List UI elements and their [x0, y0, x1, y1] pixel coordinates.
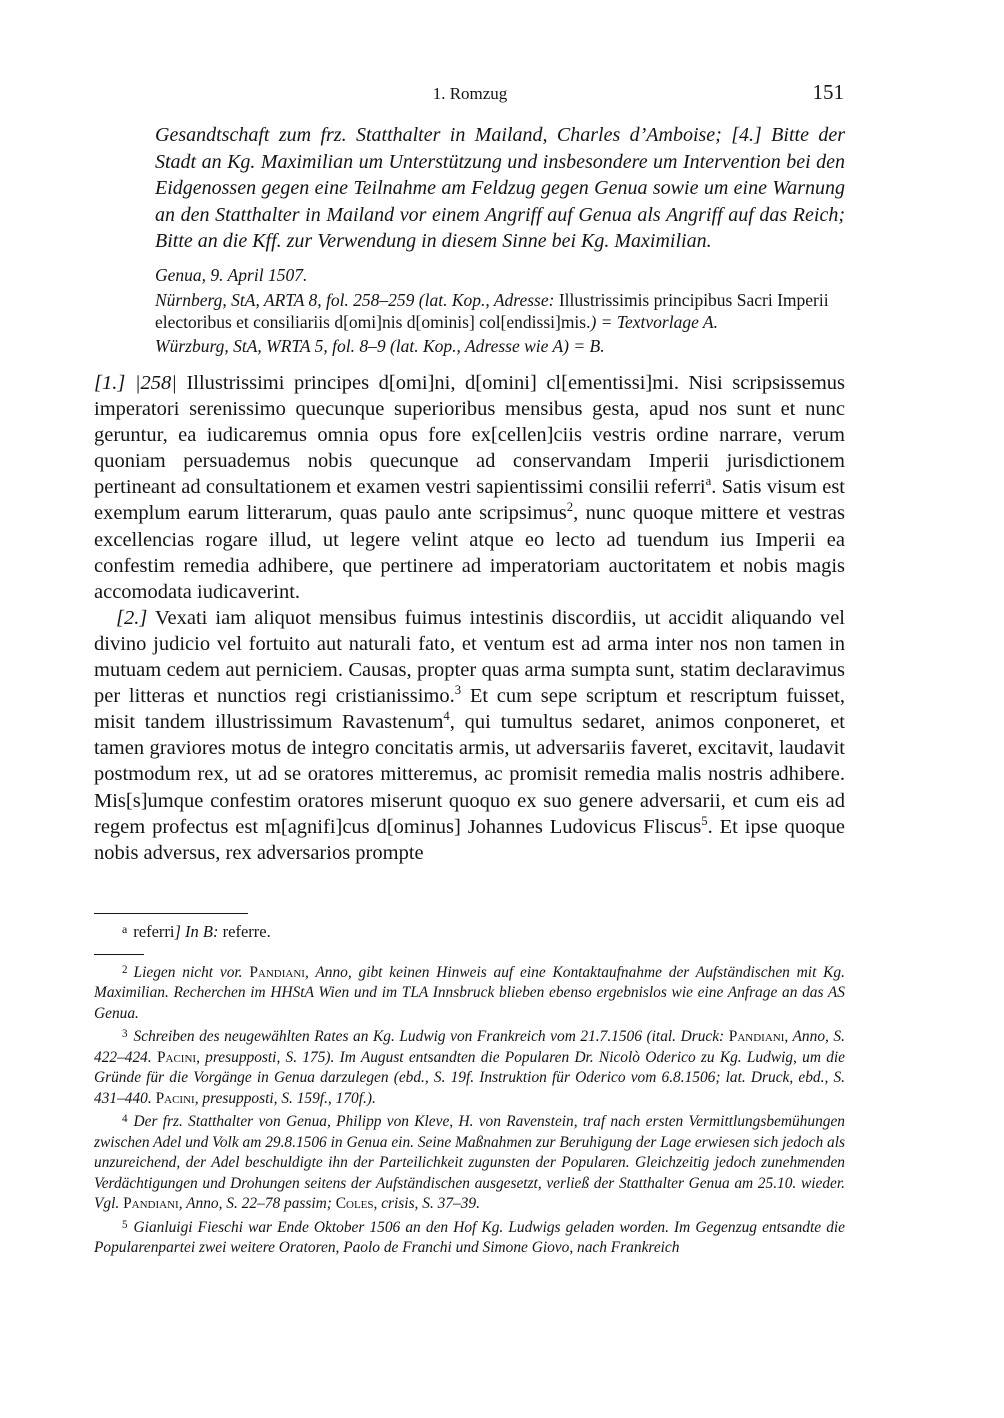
textnote-reading: referre.	[218, 922, 271, 942]
paragraph-2	[94, 605, 845, 866]
footnote-text: Schreiben des neugewählten Rates an Kg. Ludwig von Frankreich vom 21.7.1506 (ital. Druck:	[133, 1028, 729, 1046]
paragraph-1-text: , nunc quoque mittere et vestras excellencias rogare illud, ut legere velint atque eo lecto ad tuendum ius Imperii ea confestim remedia adhibere, que pertinere ad imperatoriam auctoritatem et nobis magis accomodata iudicaverint.	[94, 502, 845, 603]
footnote-3	[94, 1024, 845, 1109]
footnote-text: , presupposti, S. 159f., 170f.).	[194, 1089, 376, 1107]
footnote-2	[94, 960, 845, 1024]
footnote-text: , Anno, S. 422–424.	[94, 1028, 845, 1066]
footnotes	[94, 960, 845, 1259]
textnote-divider	[94, 913, 248, 914]
source-b: Würzburg, StA, WRTA 5, fol. 8–9 (lat. Kop., Adresse wie A) = B.	[155, 336, 605, 356]
source-a-tail: ) = Textvorlage A.	[590, 312, 718, 332]
author-name: Pacini	[156, 1048, 197, 1066]
footnote-marker: 5	[122, 1218, 128, 1231]
paragraph-2-text: . Et ipse quoque nobis adversus, rex adversarios prompte	[94, 815, 846, 864]
paragraph-1	[94, 370, 845, 605]
author-name: Pandiani	[728, 1028, 785, 1046]
textnote-ref-a: a	[705, 474, 712, 489]
paragraph-2-text: , qui tumultus sedaret, animos conponeret, et tamen graviores motus de integro concitatis armis, ut adversariis faveret, excitavit, laudavit postmodum rex, ut ad se oratores mitteremus, ac promisit remedia malis nostris adhibere. Mis[s]umque confestim oratores miserunt quoquo ex suo genere adversarii, et cum eis ad regem profectus est m[agnifi]cus d[ominus] Johannes Ludovicus Fliscus	[94, 711, 845, 838]
place-date: Genua, 9. April 1507.	[155, 265, 308, 285]
footnote-divider	[94, 954, 144, 955]
textnote-bracket: ] In B:	[174, 922, 219, 942]
footnote-ref-5: 5	[701, 813, 708, 828]
footnote-ref-3: 3	[454, 683, 462, 698]
footnote-text: , Anno, gibt keinen Hinweis auf eine Kontaktaufnahme der Aufständischen mit Kg. Maximilian. Recherchen im HHStA Wien und im TLA Innsbruck blieben ebenso ergebnislos wie eine Anfrage an das AS Genua.	[94, 963, 845, 1022]
footnote-text: Gianluigi Fieschi war Ende Oktober 1506 an den Hof Kg. Ludwigs geladen worden. Im Gegenzug entsandte die Popularenpartei zwei weitere Oratoren, Paolo de Franchi und Simone Giovo, nach Frankreich	[94, 1218, 845, 1256]
footnote-marker: 3	[122, 1028, 128, 1041]
source-a-lead: Nürnberg, StA, ARTA 8, fol. 258–259 (lat. Kop., Adresse:	[155, 290, 555, 310]
author-name: Pandiani	[249, 963, 305, 981]
footnote-ref-2: 2	[566, 500, 574, 515]
section-marker-1: [1.] |258|	[94, 372, 177, 394]
author-name: Pacini	[155, 1089, 195, 1107]
footnote-text: Liegen nicht vor.	[133, 963, 250, 981]
paragraph-2-text: Vexati iam aliquot mensibus fuimus intestinis discordiis, ut accidit aliquando vel divino judicio vel fortuito aut naturali fato, et ventum est ad arma inter nos non tamen in mutuam cedem aut perniciem. Causas, propter quas arma sumpta sunt, statim declaravimus per litteras et nunctios regi cristianissimo.	[94, 606, 845, 708]
paragraph-2-text: Et cum sepe scriptum et rescriptum fuisset, misit tandem illustrissimum Ravastenum	[94, 685, 845, 734]
footnote-5	[94, 1215, 845, 1259]
source-a-address: Illustrissimis principibus Sacri Imperii electoribus et consiliariis d[omi]nis d[ominis] col[endissi]mis.	[155, 290, 829, 332]
footnote-ref-4: 4	[443, 709, 450, 724]
author-name: Coles	[335, 1195, 374, 1213]
textnote-a	[94, 919, 845, 942]
footnote-marker: 2	[122, 964, 128, 976]
paragraph-1-text: . Satis visum est exemplum earum litterarum, quas paulo ante scripsimus	[94, 476, 845, 525]
footnote-text: Der frz. Statthalter von Genua, Philipp von Kleve, H. von Ravenstein, traf nach ersten Vermittlungsbemühungen zwischen Adel und Volk am 29.8.1506 in Genua ein. Seine Maßnahmen zur Beruhigung der Lage erwiesen sich jedoch als unzureichend, der Adel beschuldigte ihn der Parteilichkeit zugunsten der Popularen. Gleichzeitig jedoch zunehmenden Verdächtigungen und Drohungen seitens der Aufständischen ausgesetzt, verließ der Statthalter Genua am 25.10. wieder. Vgl.	[94, 1113, 845, 1213]
paragraph-1-text: Illustrissimi principes d[omi]ni, d[omini] cl[ementissi]mi. Nisi scripsissemus imperatori serenissimo quecunque superioribus mensibus gesta, apud nos sunt et nunc geruntur, ea iudicaremus omnia opus fore ex[cellen]ciis vestris ordine narrare, verum quoniam persuademus nobis quecunque ad conservandam Imperii jurisdictionem pertineant ad consultationem et examen vestri sapientissimi consilii referri	[94, 372, 845, 499]
textnote-marker: a	[122, 922, 128, 936]
footnote-4	[94, 1109, 845, 1214]
footnote-text: , crisis, S. 37–39.	[373, 1195, 480, 1213]
footnote-marker: 4	[122, 1113, 128, 1126]
section-marker-2: [2.]	[116, 606, 148, 629]
regest-summary: Gesandtschaft zum frz. Statthalter in Mailand, Charles d’Amboise; [4.] Bitte der Stadt an Kg. Maximilian um Unterstützung und insbesondere um Intervention bei den Eidgenossen gegen eine Teilnahme am Feldzug gegen Genua sowie um eine Warnung an den Statthalter in Mailand vor einem Angriff auf Genua als Angriff auf das Reich; Bitte an die Kff. zur Verwendung in diesem Sinne bei Kg. Maximilian.	[155, 124, 845, 252]
footnote-text: , Anno, S. 22–78 passim;	[178, 1195, 336, 1213]
running-header: 1. Romzug	[432, 84, 508, 103]
textnote-lemma: referri	[133, 922, 175, 942]
page-number: 151	[812, 80, 844, 104]
footnote-text: , presupposti, S. 175). Im August entsandten die Popularen Dr. Nicolò Oderico zu Kg. Ludwig, um die Gründe für die Vorgänge in Genua darzulegen (ebd., S. 19f. Instruktion für Oderico vom 6.8.1506; lat. Druck, ebd., S. 431–440.	[94, 1048, 846, 1107]
main-text	[94, 370, 845, 866]
author-name: Pandiani	[123, 1195, 179, 1213]
source-a	[155, 289, 845, 333]
